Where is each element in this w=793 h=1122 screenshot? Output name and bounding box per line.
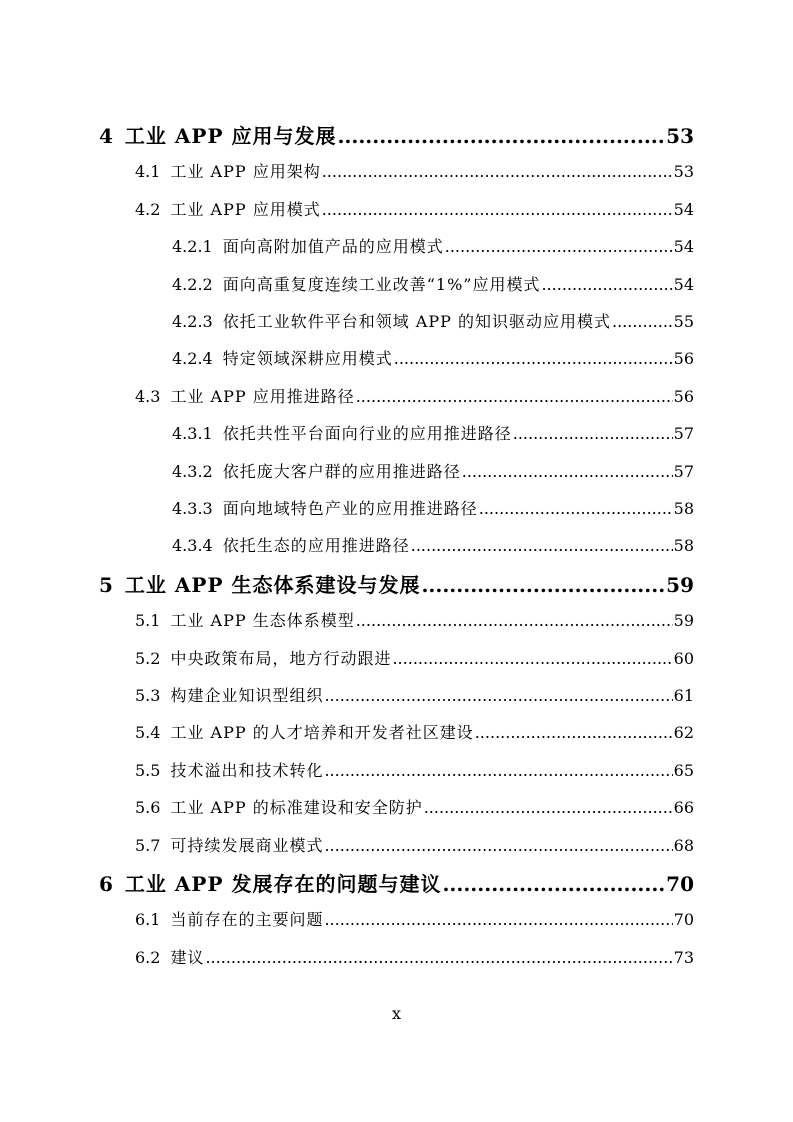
toc-section-number: 5.4 xyxy=(135,723,161,743)
toc-section-title: 中央政策布局，地方行动跟进 xyxy=(170,648,392,668)
toc-entry-level-3[interactable] xyxy=(172,459,694,482)
toc-section-number: 5 xyxy=(99,572,113,597)
toc-dot-leader xyxy=(421,573,665,597)
toc-page-number: 56 xyxy=(673,386,694,406)
toc-section-title: 工业 APP 生态体系模型 xyxy=(170,611,355,631)
toc-dot-leader xyxy=(205,948,672,967)
toc-section-title: 工业 APP 应用模式 xyxy=(170,199,321,219)
toc-dot-leader xyxy=(324,836,672,855)
toc-entry-level-2[interactable] xyxy=(135,795,694,818)
toc-entry-level-2[interactable] xyxy=(135,720,694,743)
toc-dot-leader xyxy=(322,200,673,219)
toc-entry-level-2[interactable] xyxy=(135,159,694,182)
toc-page-number: 54 xyxy=(673,199,694,219)
toc-page-number: 53 xyxy=(673,162,694,182)
toc-entry-level-2[interactable] xyxy=(135,833,694,856)
toc-dot-leader xyxy=(541,275,672,294)
toc-section-title: 当前存在的主要问题 xyxy=(170,910,324,930)
toc-page-number: 73 xyxy=(673,947,694,967)
toc-section-title: 依托庞大客户群的应用推进路径 xyxy=(222,461,461,481)
toc-section-number: 4.1 xyxy=(135,162,161,182)
toc-section-title: 工业 APP 应用推进路径 xyxy=(170,386,355,406)
toc-section-title: 依托生态的应用推进路径 xyxy=(222,536,410,556)
toc-section-number: 5.6 xyxy=(135,798,161,818)
toc-section-title: 可持续发展商业模式 xyxy=(170,835,324,855)
toc-dot-leader xyxy=(324,910,672,929)
toc-entry-level-3[interactable] xyxy=(172,234,694,257)
toc-dot-leader xyxy=(424,798,673,817)
toc-section-number: 4.3.3 xyxy=(172,499,213,518)
toc-page-number: 66 xyxy=(673,798,694,818)
toc-page-number: 60 xyxy=(673,648,694,668)
toc-page-number: 70 xyxy=(673,910,694,930)
toc-section-title: 工业 APP 生态体系建设与发展 xyxy=(124,572,421,597)
toc-section-number: 6.2 xyxy=(135,947,161,967)
toc-section-title: 依托工业软件平台和领域 APP 的知识驱动应用模式 xyxy=(222,312,611,331)
toc-entry-level-2[interactable] xyxy=(135,384,694,407)
toc-section-title: 特定领域深耕应用模式 xyxy=(222,349,393,369)
toc-section-number: 6 xyxy=(99,872,113,896)
toc-page-number: 58 xyxy=(673,499,694,518)
toc-dot-leader xyxy=(411,536,673,555)
toc-section-number: 4.3 xyxy=(135,386,161,406)
toc-page-number: 61 xyxy=(673,686,694,705)
toc-dot-leader xyxy=(322,162,673,181)
toc-entry-level-3[interactable] xyxy=(172,533,694,556)
toc-dot-leader xyxy=(356,611,673,630)
toc-section-number: 4.3.1 xyxy=(172,424,213,444)
toc-section-number: 6.1 xyxy=(135,910,161,930)
toc-page-number: 53 xyxy=(666,124,694,148)
toc-section-title: 依托共性平台面向行业的应用推进路径 xyxy=(222,424,512,444)
toc-section-title: 技术溢出和技术转化 xyxy=(170,760,324,780)
toc-dot-leader xyxy=(337,124,665,148)
toc-section-number: 4 xyxy=(99,124,113,148)
toc-page-number: 59 xyxy=(666,572,694,597)
toc-entry-level-2[interactable] xyxy=(135,758,694,781)
toc-dot-leader xyxy=(356,387,673,406)
toc-entry-level-2[interactable] xyxy=(135,197,694,220)
toc-dot-leader xyxy=(475,723,673,742)
toc-page-number: 54 xyxy=(673,274,694,294)
toc-section-number: 4.2 xyxy=(135,199,161,219)
toc-page-number: 54 xyxy=(673,237,694,257)
toc-page-number: 70 xyxy=(666,872,694,896)
toc-entry-level-2[interactable] xyxy=(135,945,694,968)
toc-dot-leader xyxy=(513,424,673,443)
toc-dot-leader xyxy=(612,312,673,331)
toc-section-number: 5.5 xyxy=(135,760,161,780)
toc-entry-level-3[interactable] xyxy=(172,346,694,369)
toc-section-title: 工业 APP 发展存在的问题与建议 xyxy=(124,872,442,896)
toc-section-title: 工业 APP 的标准建设和安全防护 xyxy=(170,798,423,818)
toc-section-title: 工业 APP 应用架构 xyxy=(170,162,321,182)
toc-entry-level-1[interactable] xyxy=(99,868,694,897)
toc-dot-leader xyxy=(392,649,672,668)
toc-entry-level-2[interactable] xyxy=(135,907,694,930)
toc-section-title: 面向高重复度连续工业改善“1%”应用模式 xyxy=(222,274,541,294)
toc-entry-level-1[interactable] xyxy=(99,569,694,598)
toc-entry-level-3[interactable] xyxy=(172,272,694,295)
toc-page-number: 58 xyxy=(673,536,694,556)
toc-page-number: 65 xyxy=(673,760,694,780)
toc-section-number: 4.3.4 xyxy=(172,536,213,556)
toc-section-title: 工业 APP 的人才培养和开发者社区建设 xyxy=(170,723,474,743)
toc-entry-level-1[interactable] xyxy=(99,120,694,149)
toc-page-number: 57 xyxy=(673,461,694,481)
toc-section-number: 5.1 xyxy=(135,611,161,631)
toc-dot-leader xyxy=(442,872,665,896)
toc-section-number: 5.3 xyxy=(135,686,161,705)
toc-dot-leader xyxy=(445,237,673,256)
toc-section-number: 5.2 xyxy=(135,648,161,668)
toc-section-title: 面向高附加值产品的应用模式 xyxy=(222,237,444,257)
toc-section-number: 4.2.3 xyxy=(172,312,213,331)
toc-dot-leader xyxy=(479,499,673,518)
toc-section-number: 5.7 xyxy=(135,835,161,855)
toc-page-number: 62 xyxy=(673,723,694,743)
toc-section-title: 建议 xyxy=(170,947,205,967)
toc-page-number: 57 xyxy=(673,424,694,444)
toc-dot-leader xyxy=(462,462,673,481)
toc-entry-level-3[interactable] xyxy=(172,309,694,332)
toc-section-number: 4.2.1 xyxy=(172,237,213,257)
page-number: x xyxy=(391,1004,402,1023)
toc-page-number: 56 xyxy=(673,349,694,369)
toc-section-title: 面向地域特色产业的应用推进路径 xyxy=(222,499,478,518)
toc-section-number: 4.2.2 xyxy=(172,274,213,294)
toc-entry-level-2[interactable] xyxy=(135,683,694,706)
toc-entry-level-2[interactable] xyxy=(135,646,694,669)
toc-dot-leader xyxy=(324,686,672,705)
toc-entry-level-2[interactable] xyxy=(135,608,694,631)
toc-dot-leader xyxy=(324,761,672,780)
toc-section-title: 构建企业知识型组织 xyxy=(170,686,324,705)
toc-entry-level-3[interactable] xyxy=(172,421,694,444)
toc-page-number: 68 xyxy=(673,835,694,855)
toc-section-number: 4.3.2 xyxy=(172,461,213,481)
toc-entry-level-3[interactable] xyxy=(172,496,694,519)
toc-page-number: 55 xyxy=(673,312,694,331)
toc-dot-leader xyxy=(394,349,673,368)
toc-page-number: 59 xyxy=(673,611,694,631)
toc-section-title: 工业 APP 应用与发展 xyxy=(124,124,337,148)
toc-section-number: 4.2.4 xyxy=(172,349,213,369)
